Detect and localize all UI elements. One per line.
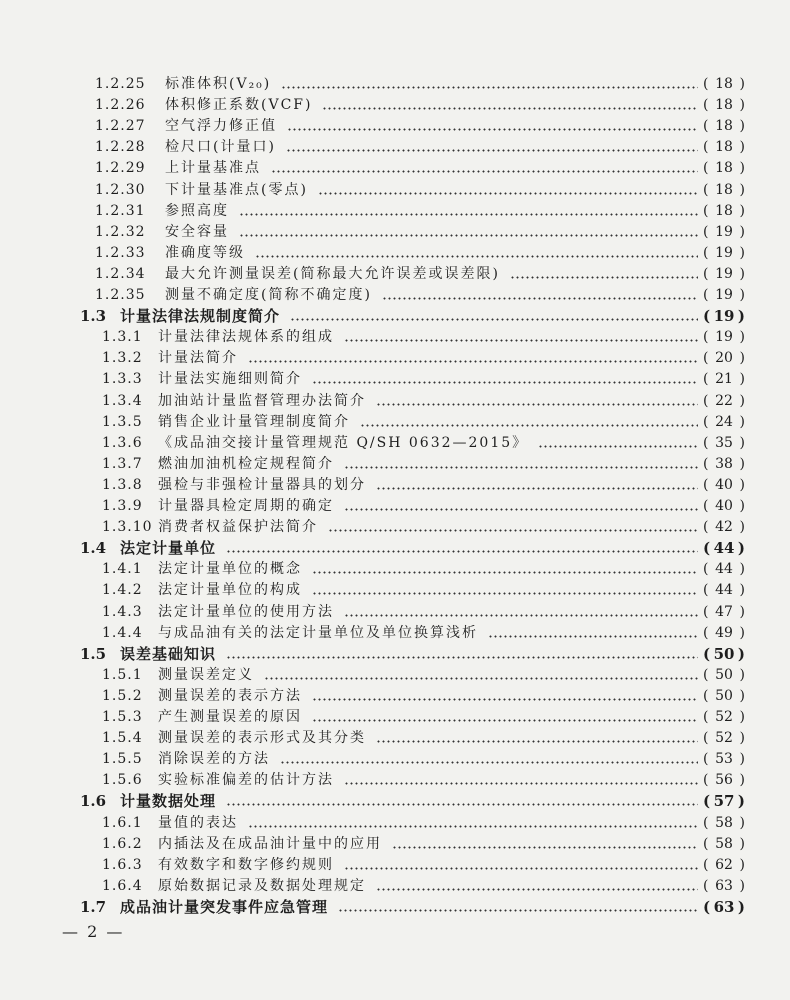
toc-entry-page: ( 35 ) (703, 432, 745, 454)
toc-entry (0, 326, 790, 348)
toc-entry-page-number: 49 (715, 624, 733, 641)
dot-leader (286, 149, 698, 152)
toc-entry-number: 1.2.26 (95, 97, 146, 114)
toc-entry-title: 产生测量误差的原因 (158, 709, 302, 725)
toc-entry-title: 计量法律法规体系的组成 (158, 329, 334, 346)
toc-entry-title: 销售企业计量管理制度简介 (158, 413, 350, 430)
toc-entry (0, 73, 790, 95)
toc-entry-page: ( 56 ) (703, 769, 745, 791)
dot-leader (360, 424, 698, 427)
dot-leader (510, 276, 698, 279)
toc-entry-page: ( 19 ) (703, 221, 745, 243)
dot-leader (376, 888, 698, 891)
toc-entry-page-number: 18 (715, 160, 733, 177)
dot-leader (344, 466, 698, 469)
toc-entry-page: ( 20 ) (703, 347, 745, 369)
dot-leader (255, 255, 698, 258)
toc-entry-page: ( 63 ) (703, 875, 745, 897)
toc-entry-page-number: 19 (715, 265, 733, 282)
toc-entry-number: 1.2.28 (95, 139, 146, 156)
toc-entry (0, 727, 790, 749)
toc-entry-page: ( 19 ) (703, 326, 745, 348)
toc-entry (0, 875, 790, 897)
toc-entry (0, 179, 790, 201)
toc-entry-page: ( 40 ) (703, 474, 745, 496)
toc-entry-page: ( 52 ) (703, 727, 745, 749)
dot-leader (344, 339, 698, 342)
dot-leader (248, 360, 698, 363)
toc-entry-title: 安全容量 (165, 223, 229, 240)
dot-leader (344, 508, 698, 511)
toc-entry-page-number: 35 (715, 434, 733, 451)
toc-entry-number: 1.4 (80, 539, 107, 558)
toc-entry-page: ( 53 ) (703, 748, 745, 770)
toc-entry-number: 1.3.9 (102, 498, 143, 514)
dot-leader (376, 403, 698, 406)
toc-entry-title: 计量数据处理 (120, 792, 217, 811)
toc-entry (0, 622, 790, 644)
toc-entry-title: 量值的表达 (158, 814, 238, 831)
toc-entry (0, 368, 790, 390)
dot-leader (328, 529, 698, 532)
toc-entry-page-number: 42 (715, 519, 733, 536)
toc-entry-page: ( 40 ) (703, 495, 745, 517)
toc-entry-page: ( 44 ) (703, 539, 745, 558)
toc-entry (0, 115, 790, 137)
dot-leader (239, 213, 698, 216)
dot-leader (382, 297, 698, 300)
toc-entry-page-number: 40 (715, 476, 733, 493)
toc-entry-page-number: 57 (713, 792, 735, 811)
toc-entry-page-number: 18 (715, 118, 733, 135)
dot-leader (280, 761, 698, 764)
toc-entry (0, 558, 790, 580)
dot-leader (290, 318, 698, 321)
dot-leader (226, 550, 698, 553)
toc-entry-number: 1.4.4 (102, 624, 143, 641)
toc-entry-number: 1.2.34 (95, 265, 146, 282)
toc-entry-page: ( 50 ) (703, 644, 745, 663)
toc-entry-page-number: 18 (715, 202, 733, 219)
toc-entry-title: 《成品油交接计量管理规范 Q/SH 0632—2015》 (158, 434, 529, 451)
toc-entry-title: 强检与非强检计量器具的划分 (158, 476, 366, 493)
toc-entry-page-number: 18 (715, 97, 733, 114)
page-number: — 2 — (62, 922, 125, 941)
toc-entry-page-number: 22 (715, 392, 733, 409)
toc-entry-page-number: 50 (715, 687, 733, 704)
dot-leader (226, 803, 698, 806)
toc-entry-page-number: 40 (715, 498, 733, 514)
toc-entry-number: 1.5.5 (102, 751, 143, 768)
toc-entry-page-number: 24 (715, 413, 733, 430)
toc-entry-number: 1.5.3 (102, 709, 143, 725)
toc-entry (0, 474, 790, 496)
toc-entry-number: 1.2.30 (95, 181, 146, 198)
toc-entry-title: 空气浮力修正值 (165, 118, 277, 135)
toc-entry-title: 检尺口(计量口) (165, 139, 276, 156)
dot-leader (287, 128, 698, 131)
toc-entry-page: ( 18 ) (703, 73, 745, 95)
toc-entry-page-number: 47 (715, 603, 733, 620)
toc-entry-page: ( 44 ) (703, 558, 745, 580)
toc-entry-number: 1.2.32 (95, 223, 146, 240)
dot-leader (318, 192, 698, 195)
toc-entry-page-number: 19 (715, 244, 733, 261)
toc-entry-number: 1.5 (80, 644, 107, 663)
dot-leader (239, 234, 698, 237)
dot-leader (312, 571, 698, 574)
toc-entry-page: ( 21 ) (703, 368, 745, 390)
toc-entry-number: 1.6.4 (102, 877, 143, 894)
toc-entry (0, 221, 790, 243)
toc-entry-number: 1.3.8 (102, 476, 143, 493)
toc-entry-number: 1.6 (80, 792, 107, 811)
toc-entry (0, 769, 790, 791)
toc-entry-number: 1.2.27 (95, 118, 146, 135)
toc-entry-number: 1.5.6 (102, 772, 143, 789)
toc-entry-number: 1.4.1 (102, 561, 143, 578)
toc-entry (0, 200, 790, 222)
toc-entry-title: 计量法律法规制度简介 (120, 307, 281, 326)
toc-entry-number: 1.6.3 (102, 856, 143, 873)
dot-leader (344, 867, 698, 870)
toc-entry-number: 1.4.2 (102, 582, 143, 599)
toc-entry-page-number: 50 (715, 666, 733, 683)
toc-entry-number: 1.2.33 (95, 244, 146, 261)
toc-entry-title: 原始数据记录及数据处理规定 (158, 877, 366, 894)
toc-entry-page-number: 53 (715, 751, 733, 768)
toc-entry-title: 计量法简介 (158, 350, 238, 367)
toc-entry-number: 1.5.4 (102, 730, 143, 747)
toc-entry-page-number: 58 (715, 835, 733, 852)
toc-entry-number: 1.3.3 (102, 371, 143, 388)
toc-entry (0, 685, 790, 707)
dot-leader (264, 677, 698, 680)
toc-entry-page: ( 18 ) (703, 157, 745, 179)
toc-entry-number: 1.7 (80, 897, 107, 916)
toc-entry-page-number: 38 (715, 455, 733, 472)
toc-entry-page: ( 42 ) (703, 516, 745, 538)
toc-entry-page-number: 18 (715, 181, 733, 198)
dot-leader (392, 846, 698, 849)
toc-entry-title: 法定计量单位的使用方法 (158, 603, 334, 620)
toc-entry-page: ( 18 ) (703, 94, 745, 116)
toc-entry-title: 法定计量单位的概念 (158, 561, 302, 578)
toc-entry-title: 最大允许测量误差(简称最大允许误差或误差限) (165, 265, 500, 282)
toc-entry-title: 实验标准偏差的估计方法 (158, 772, 334, 789)
toc-entry-page-number: 62 (715, 856, 733, 873)
toc-entry-title: 测量误差的表示形式及其分类 (158, 730, 366, 747)
toc-entry (0, 601, 790, 623)
toc-entry-page-number: 50 (713, 644, 735, 663)
toc-entry (0, 453, 790, 475)
toc-entry (0, 833, 790, 855)
toc-entry-page: ( 57 ) (703, 792, 745, 811)
dot-leader (338, 909, 698, 912)
dot-leader (344, 782, 698, 785)
toc-entry-page: ( 49 ) (703, 622, 745, 644)
dot-leader (312, 719, 698, 722)
toc-entry-page: ( 18 ) (703, 179, 745, 201)
toc-entry-number: 1.5.2 (102, 687, 143, 704)
toc-entry-page: ( 19 ) (703, 242, 745, 264)
toc-entry-page-number: 58 (715, 814, 733, 831)
toc-entry-page: ( 44 ) (703, 579, 745, 601)
toc-entry (0, 643, 790, 665)
toc-entry (0, 157, 790, 179)
toc-entry-title: 与成品油有关的法定计量单位及单位换算浅析 (158, 624, 478, 641)
toc-entry-page: ( 50 ) (703, 664, 745, 686)
toc-entry-page: ( 47 ) (703, 601, 745, 623)
toc-entry-page-number: 21 (715, 371, 733, 388)
toc-entry (0, 242, 790, 264)
toc-entry-number: 1.3.5 (102, 413, 143, 430)
toc-entry (0, 284, 790, 306)
toc-entry-title: 测量误差定义 (158, 666, 254, 683)
toc-entry (0, 706, 790, 728)
toc-entry-page: ( 18 ) (703, 115, 745, 137)
dot-leader (376, 740, 698, 743)
toc-entry-title: 成品油计量突发事件应急管理 (120, 897, 329, 916)
toc-entry-page-number: 19 (715, 223, 733, 240)
toc-entry-number: 1.3.4 (102, 392, 143, 409)
toc-entry (0, 136, 790, 158)
toc-entry (0, 790, 790, 812)
toc-entry-number: 1.3.2 (102, 350, 143, 367)
toc-entry-page-number: 63 (715, 877, 733, 894)
toc-entry-page-number: 52 (715, 709, 733, 725)
toc-entry (0, 305, 790, 327)
dot-leader (312, 698, 698, 701)
dot-leader (226, 656, 698, 659)
toc-entry-title: 误差基础知识 (120, 644, 217, 663)
toc-entry-page-number: 18 (715, 76, 733, 92)
toc-entry (0, 812, 790, 834)
toc-entry-page: ( 18 ) (703, 136, 745, 158)
toc-entry-number: 1.2.25 (95, 76, 146, 92)
dot-leader (312, 381, 698, 384)
toc-entry-number: 1.4.3 (102, 603, 143, 620)
toc-entry-title: 燃油加油机检定规程简介 (158, 455, 334, 472)
toc-entry-title: 有效数字和数字修约规则 (158, 856, 334, 873)
toc-entry-title: 体积修正系数(VCF) (165, 97, 313, 114)
toc-entry (0, 432, 790, 454)
toc-entry-page: ( 19 ) (703, 307, 745, 326)
toc-entry-page-number: 63 (713, 897, 735, 916)
toc-entry-page-number: 19 (713, 307, 735, 326)
toc-entry-title: 准确度等级 (165, 244, 245, 261)
toc-entry-number: 1.2.35 (95, 287, 146, 303)
dot-leader (344, 614, 698, 617)
toc-entry-title: 法定计量单位的构成 (158, 582, 302, 599)
dot-leader (248, 825, 698, 828)
toc-entry-title: 计量法实施细则简介 (158, 371, 302, 388)
toc-entry (0, 347, 790, 369)
toc-entry-page: ( 19 ) (703, 263, 745, 285)
toc-entry (0, 495, 790, 517)
toc-entry-title: 标准体积(V₂₀) (165, 76, 272, 92)
toc-entry-page: ( 38 ) (703, 453, 745, 475)
toc-entry-page: ( 62 ) (703, 854, 745, 876)
toc-entry-page: ( 50 ) (703, 685, 745, 707)
toc-entry-page-number: 20 (715, 350, 733, 367)
toc-entry-page-number: 19 (715, 287, 733, 303)
toc-entry-page: ( 58 ) (703, 812, 745, 834)
toc-entry-title: 法定计量单位 (120, 539, 217, 558)
dot-leader (312, 592, 698, 595)
toc-entry-page: ( 19 ) (703, 284, 745, 306)
toc-entry-title: 测量误差的表示方法 (158, 687, 302, 704)
toc-entry-number: 1.3.6 (102, 434, 143, 451)
toc-entry-title: 上计量基准点 (165, 160, 261, 177)
toc-entry (0, 854, 790, 876)
toc-entry-number: 1.2.31 (95, 202, 146, 219)
toc-entry-page-number: 18 (715, 139, 733, 156)
dot-leader (322, 107, 698, 110)
toc-entry (0, 411, 790, 433)
dot-leader (376, 487, 698, 490)
toc-entry-page-number: 44 (715, 582, 733, 599)
toc-entry-title: 计量器具检定周期的确定 (158, 498, 334, 514)
toc-entry-title: 下计量基准点(零点) (165, 181, 308, 198)
toc-entry-number: 1.2.29 (95, 160, 146, 177)
dot-leader (281, 86, 698, 89)
toc-entry-page: ( 52 ) (703, 706, 745, 728)
toc-entry-number: 1.6.2 (102, 835, 143, 852)
toc-entry (0, 390, 790, 412)
dot-leader (488, 635, 698, 638)
toc-entry (0, 896, 790, 918)
toc-entry-title: 加油站计量监督管理办法简介 (158, 392, 366, 409)
toc-entry-title: 消除误差的方法 (158, 751, 270, 768)
toc-entry (0, 516, 790, 538)
toc-entry-number: 1.5.1 (102, 666, 143, 683)
toc-entry-page: ( 18 ) (703, 200, 745, 222)
toc-entry (0, 94, 790, 116)
toc-entry (0, 748, 790, 770)
toc-entry-page: ( 24 ) (703, 411, 745, 433)
toc-entry-page: ( 63 ) (703, 897, 745, 916)
toc-entry-title: 参照高度 (165, 202, 229, 219)
toc-entry-page-number: 19 (715, 329, 733, 346)
toc-entry-number: 1.3.10 (102, 519, 153, 536)
toc-entry-page-number: 44 (713, 539, 735, 558)
toc-entry-page-number: 44 (715, 561, 733, 578)
toc-entry-number: 1.6.1 (102, 814, 143, 831)
dot-leader (538, 445, 698, 448)
toc-entry-page-number: 56 (715, 772, 733, 789)
toc-entry-page: ( 22 ) (703, 390, 745, 412)
toc-entry-number: 1.3 (80, 307, 107, 326)
toc-entry-title: 消费者权益保护法简介 (158, 519, 318, 536)
toc-entry-number: 1.3.1 (102, 329, 143, 346)
toc-entry-page: ( 58 ) (703, 833, 745, 855)
toc-entry-title: 内插法及在成品油计量中的应用 (158, 835, 382, 852)
toc-entry (0, 263, 790, 285)
toc-entry-page-number: 52 (715, 730, 733, 747)
dot-leader (271, 170, 698, 173)
toc-entry (0, 664, 790, 686)
toc-entry-title: 测量不确定度(简称不确定度) (165, 287, 372, 303)
toc-entry (0, 579, 790, 601)
toc-entry (0, 537, 790, 559)
toc-entry-number: 1.3.7 (102, 455, 143, 472)
